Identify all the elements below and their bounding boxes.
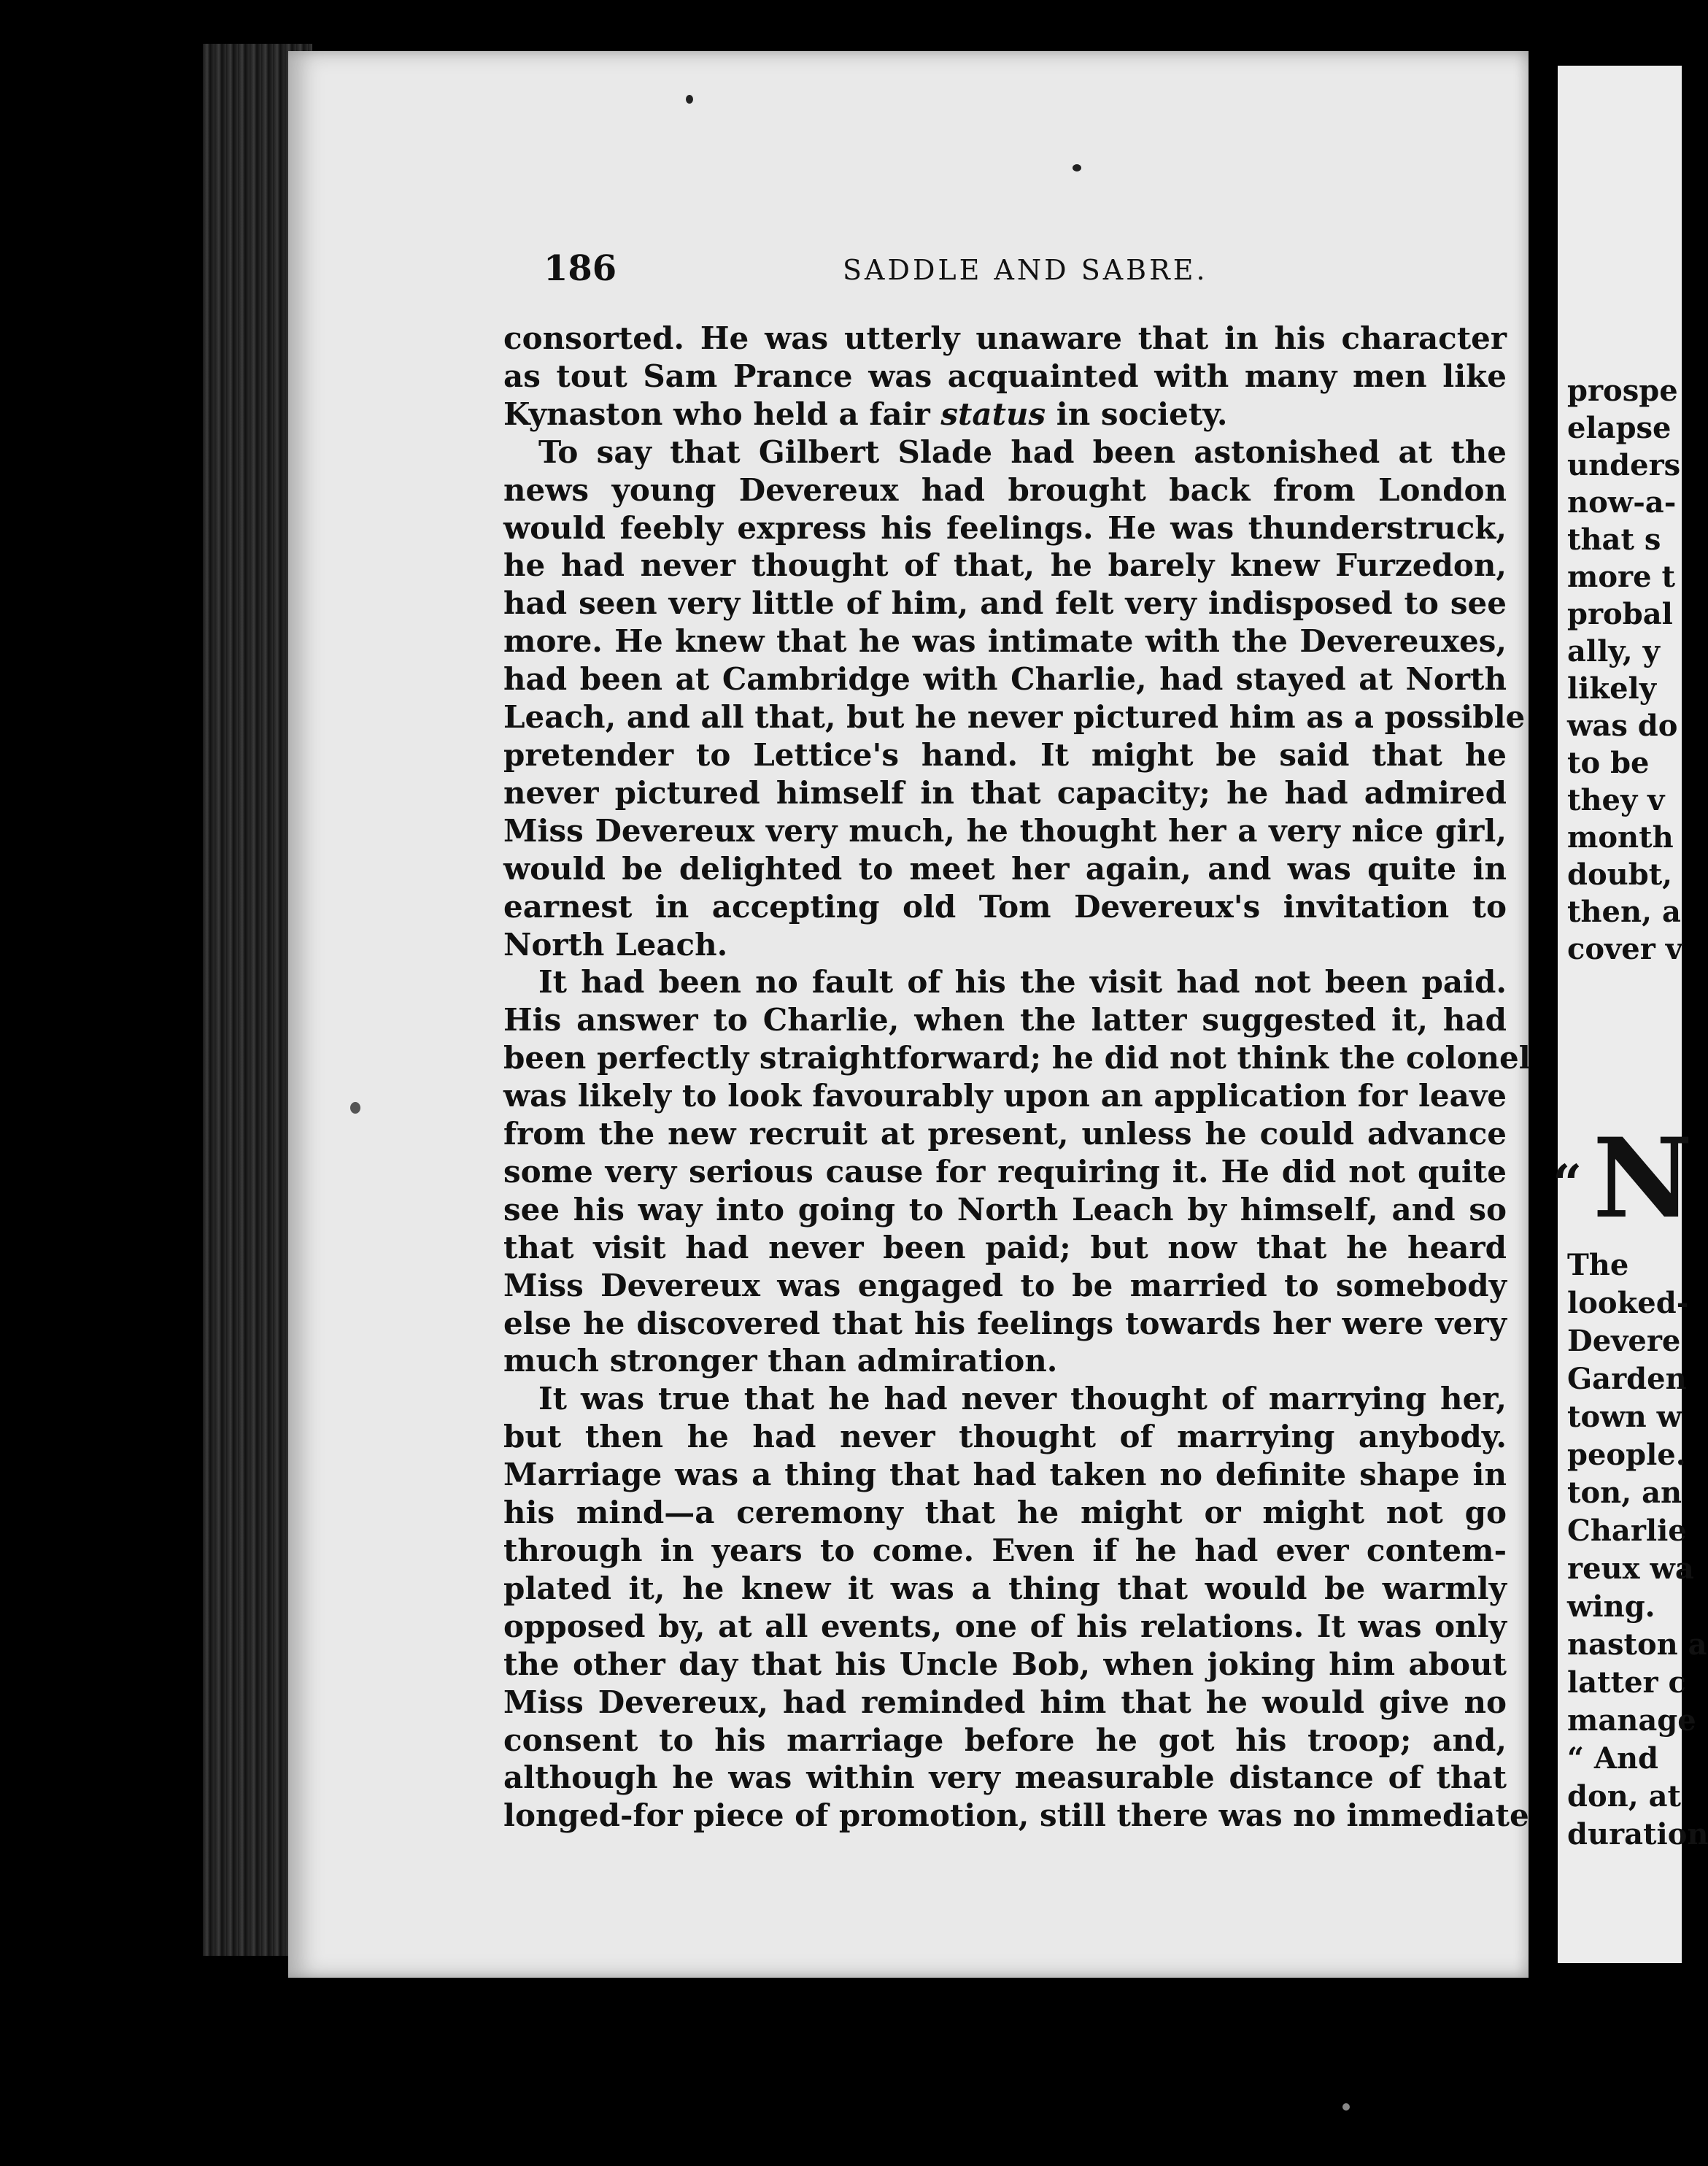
text-fragment: likely [1567,671,1656,706]
text-fragment: duration [1567,1817,1708,1851]
text-line: Kynaston who held a fair status in society. [503,396,1228,432]
text-fragment: unders [1567,448,1681,482]
text-fragment: looked- [1567,1286,1689,1320]
text-fragment: Devere [1567,1324,1681,1358]
text-line: he had never thought of that, he barely knew Furzedon, [503,547,1507,584]
text-fragment: elapse [1567,411,1672,445]
page-number: 186 [544,248,617,289]
running-head: SADDLE AND SABRE. [843,254,1208,286]
italic-word: status [940,396,1046,432]
text-line: through in years to come. Even if he had ever contem- [503,1533,1507,1568]
text-fragment: cover v [1567,932,1682,966]
text-line: Marriage was a thing that had taken no definite shape in [503,1457,1507,1493]
text-line: Miss Devereux very much, he thought her a very nice girl, [503,812,1507,849]
text-line: consorted. He was utterly unaware that in his character [503,320,1507,356]
text-line: plated it, he knew it was a thing that would be warmly [503,1570,1507,1606]
text-fragment: The [1567,1248,1629,1282]
text-fragment: then, a [1567,895,1681,929]
text-fragment: naston a [1567,1627,1707,1662]
text-fragment: wing. [1567,1589,1655,1624]
text-fragment: Charlie [1567,1514,1687,1548]
text-line: been perfectly straightforward; he did not think the colonel [503,1040,1531,1076]
text-line: news young Devereux had brought back from London [503,471,1507,508]
text-line: To say that Gilbert Slade had been astonished at the [538,433,1507,470]
right-page-text-top [1567,372,1682,968]
dust-speck [1073,164,1081,171]
text-line: longed-for piece of promotion, still there was no immediate [503,1797,1529,1834]
text-fragment: ton, an [1567,1476,1682,1510]
text-fragment: latter c [1567,1665,1686,1700]
text-line: never pictured himself in that capacity; he had admired [503,774,1507,811]
text-fragment: more t [1567,560,1675,594]
text-line: earnest in accepting old Tom Devereux's invitation to [503,888,1507,925]
text-line: Miss Devereux, had reminded him that he would give no [503,1684,1507,1720]
text-fragment: month [1567,820,1674,855]
text-fragment: probal [1567,597,1673,631]
text-line: consent to his marriage before he got his troop; and, [503,1722,1507,1758]
text-line: more. He knew that he was intimate with the Devereuxes, [503,623,1507,660]
dropcap-letter: N [1593,1114,1693,1243]
text-line: but then he had never thought of marrying anybody. [503,1419,1507,1455]
dust-speck [1342,2103,1350,2111]
text-line: else he discovered that his feelings towards her were very [503,1305,1507,1341]
chapter-dropcap [1553,1114,1693,1248]
text-fragment: they v [1567,783,1665,817]
text-line: opposed by, at all events, one of his relations. It was only [503,1608,1507,1644]
text-line: see his way into going to North Leach by himself, and so [503,1191,1507,1227]
text-fragment: doubt, [1567,857,1673,892]
text-line: North Leach. [503,926,728,963]
body-text [503,320,1531,1835]
text-fragment: town w [1567,1400,1682,1434]
dust-speck [686,95,693,104]
text-line: as tout Sam Prance was acquainted with many men like [503,358,1507,394]
text-fragment: to be [1567,746,1650,780]
text-fragment: manage [1567,1703,1696,1738]
text-line: It had been no fault of his the visit had not been paid. [538,964,1507,1001]
page-header [544,248,1492,299]
text-line: Leach, and all that, but he never pictured him as a possible [503,699,1526,736]
text-line: would be delighted to meet her again, and was quite in [503,850,1507,887]
text-line: His answer to Charlie, when the latter suggested it, had [503,1002,1507,1038]
text-fragment: Garden [1567,1362,1687,1396]
text-fragment: that s [1567,523,1661,557]
text-fragment: people. [1567,1438,1686,1472]
text-line: the other day that his Uncle Bob, when joking him about [503,1646,1507,1682]
text-line: It was true that he had never thought of marrying her, [538,1381,1507,1417]
dropcap-quote: “ [1553,1153,1583,1214]
text-line: pretender to Lettice's hand. It might be said that he [503,736,1507,773]
text-line: was likely to look favourably upon an application for leave [503,1078,1507,1114]
text-fragment: don, at [1567,1779,1681,1814]
text-line: would feebly express his feelings. He was thunderstruck, [503,509,1507,546]
text-fragment: now-a- [1567,485,1677,520]
text-fragment: prospe [1567,374,1678,408]
text-line: his mind—a ceremony that he might or might not go [503,1495,1507,1531]
text-line: had seen very little of him, and felt very indisposed to see [503,585,1507,622]
text-line: much stronger than admiration. [503,1343,1058,1379]
right-page-text-bottom [1567,1246,1708,1854]
text-fragment: was do [1567,709,1678,743]
text-fragment: reux wa [1567,1552,1694,1586]
text-line: Miss Devereux was engaged to be married to somebody [503,1267,1507,1303]
text-line: that visit had never been paid; but now that he heard [503,1229,1507,1265]
text-fragment: “ And [1567,1741,1659,1776]
dust-speck [350,1102,360,1114]
text-fragment: ally, y [1567,634,1660,668]
text-line: some very serious cause for requiring it. He did not quite [503,1153,1507,1190]
text-line: from the new recruit at present, unless he could advance [503,1116,1507,1152]
text-line: although he was within very measurable distance of that [503,1760,1507,1796]
text-line: had been at Cambridge with Charlie, had stayed at North [503,661,1507,698]
